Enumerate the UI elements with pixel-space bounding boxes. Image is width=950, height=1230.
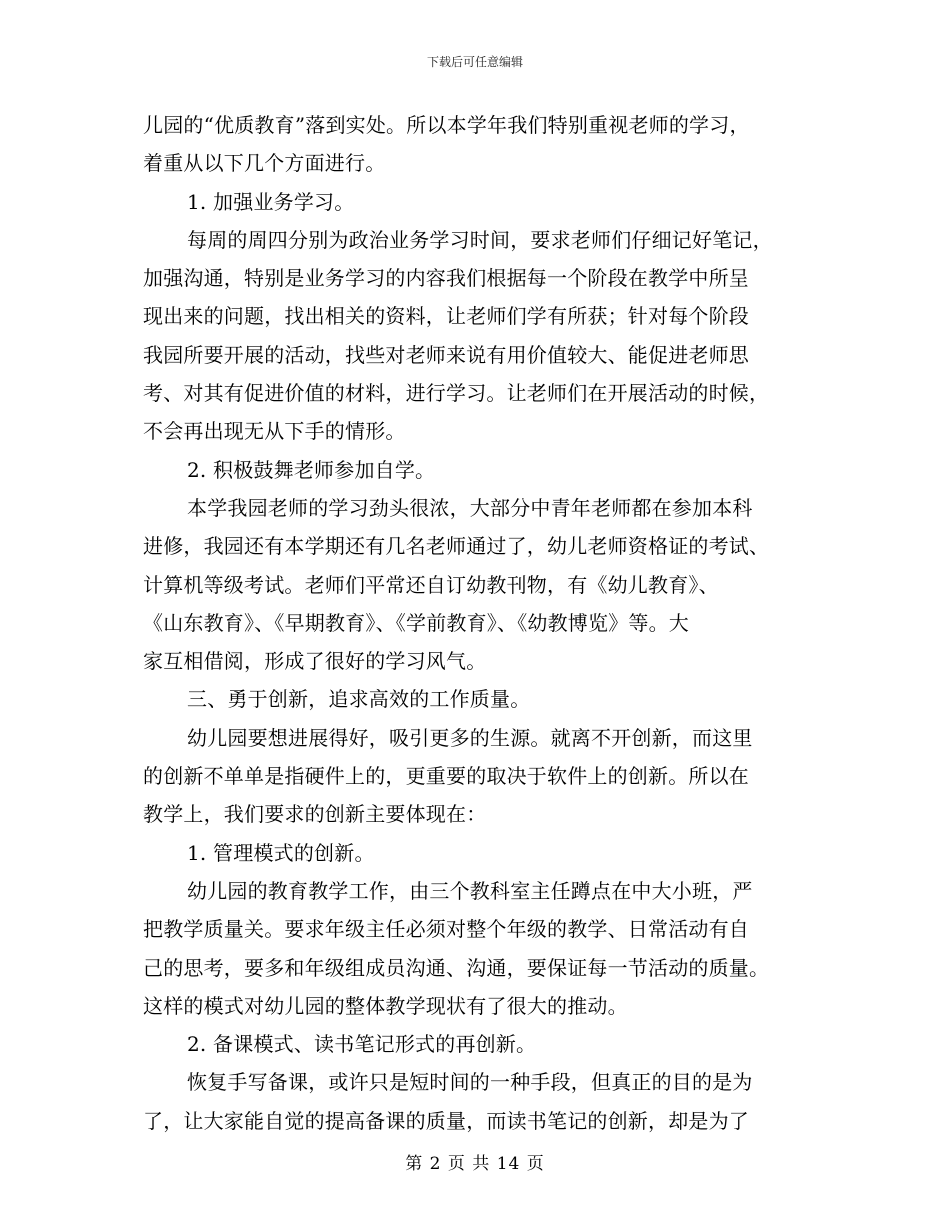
text-line: 己的思考，要多和年级组成员沟通、沟通，要保证每一节活动的质量。 (143, 955, 770, 980)
text-line: 家互相借阅，形成了很好的学习风气。 (143, 649, 487, 674)
text-line: 每周的周四分别为政治业务学习时间，要求老师们仔细记好笔记， (187, 227, 773, 252)
text-line: 进修，我园还有本学期还有几名老师通过了，幼儿老师资格证的考试、 (143, 534, 770, 559)
text-line: 我园所要开展的活动，找些对老师来说有用价值较大、能促进老师思 (143, 342, 749, 367)
section-heading: 2. 备课模式、读书笔记形式的再创新。 (187, 1032, 537, 1057)
text-line: 恢复手写备课，或许只是短时间的一种手段，但真正的目的是为 (187, 1070, 753, 1095)
page-header: 下载后可任意编辑 (426, 55, 523, 69)
section-heading: 三、勇于创新，追求高效的工作质量。 (187, 687, 531, 712)
section-heading: 1. 管理模式的创新。 (187, 840, 375, 865)
text-line: 计算机等级考试。老师们平常还自订幼教刊物，有《幼儿教育》、 (143, 572, 719, 597)
text-line: 本学我园老师的学习劲头很浓，大部分中青年老师都在参加本科 (187, 495, 753, 520)
text-line: 《山东教育》、《早期教育》、《学前教育》、《幼教博览》等。大 (143, 610, 689, 635)
text-line: 现出来的问题，找出相关的资料，让老师们学有所获；针对每个阶段 (143, 304, 749, 329)
text-line: 幼儿园要想进展得好，吸引更多的生源。就离不开创新，而这里 (187, 725, 753, 750)
text-line: 的创新不单单是指硬件上的，更重要的取决于软件上的创新。所以在 (143, 764, 749, 789)
text-line: 儿园的“优质教育”落到实处。所以本学年我们特别重视老师的学习， (143, 113, 750, 137)
document-body (143, 106, 811, 1140)
page-number: 第 2 页 共 14 页 (405, 1154, 545, 1174)
text-line: 这样的模式对幼儿园的整体教学现状有了很大的推动。 (143, 993, 628, 1018)
text-line: 加强沟通，特别是业务学习的内容我们根据每一个阶段在教学中所呈 (143, 266, 749, 291)
text-line: 考、对其有促进价值的材料，进行学习。让老师们在开展活动的时候， (143, 381, 770, 406)
text-line: 了，让大家能自觉的提高备课的质量，而读书笔记的创新，却是为了 (143, 1108, 749, 1133)
section-heading: 1. 加强业务学习。 (187, 189, 355, 214)
text-line: 幼儿园的教育教学工作，由三个教科室主任蹲点在中大小班，严 (187, 878, 753, 903)
text-line: 着重从以下几个方面进行。 (143, 151, 386, 176)
text-line: 不会再出现无从下手的情形。 (143, 419, 406, 444)
text-line: 教学上，我们要求的创新主要体现在： (143, 802, 487, 827)
text-line: 把教学质量关。要求年级主任必须对整个年级的教学、日常活动有自 (143, 917, 749, 942)
section-heading: 2. 积极鼓舞老师参加自学。 (187, 457, 436, 482)
